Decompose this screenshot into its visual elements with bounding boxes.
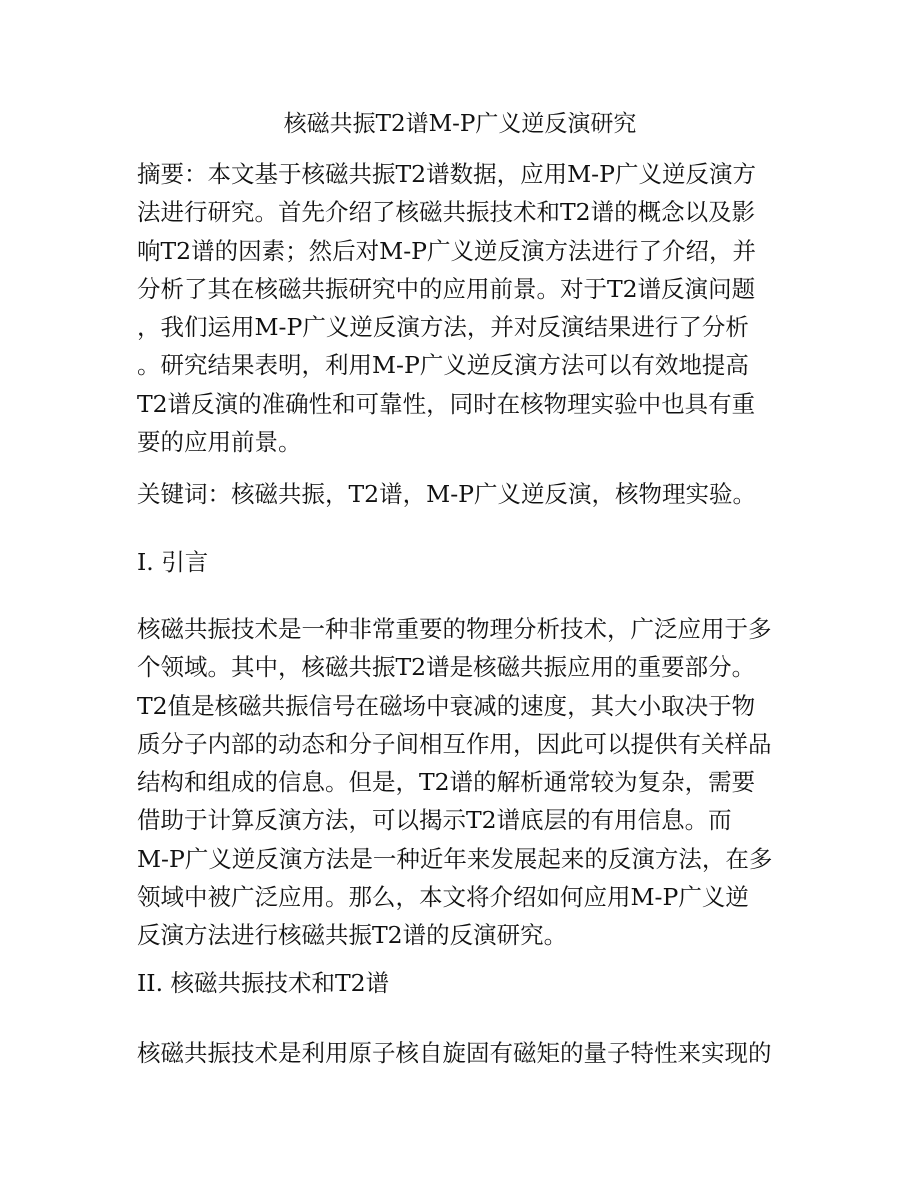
abstract-line: 法进行研究。首先介绍了核磁共振技术和T2谱的概念以及影 bbox=[137, 198, 756, 227]
abstract-line: T2谱反演的准确性和可靠性，同时在核物理实验中也具有重 bbox=[137, 389, 756, 418]
paragraph-line: 借助于计算反演方法，可以揭示T2谱底层的有用信息。而 bbox=[137, 806, 732, 835]
paragraph-line: 结构和组成的信息。但是，T2谱的解析通常较为复杂，需要 bbox=[137, 768, 756, 797]
paragraph-line: 个领域。其中，核磁共振T2谱是核磁共振应用的重要部分。 bbox=[137, 653, 756, 682]
paragraph-line: 核磁共振技术是利用原子核自旋固有磁矩的量子特性来实现的 bbox=[137, 1039, 772, 1067]
abstract-line: 分析了其在核磁共振研究中的应用前景。对于T2谱反演问题 bbox=[137, 274, 756, 303]
paragraph-line: M-P广义逆反演方法是一种近年来发展起来的反演方法，在多 bbox=[137, 844, 773, 873]
abstract-line: ，我们运用M-P广义逆反演方法，并对反演结果进行了分析 bbox=[137, 313, 749, 342]
keywords-line: 关键词：核磁共振，T2谱，M-P广义逆反演，核物理实验。 bbox=[137, 480, 756, 508]
paragraph-line: 质分子内部的动态和分子间相互作用，因此可以提供有关样品 bbox=[137, 729, 772, 758]
section-heading-introduction: I. 引言 bbox=[137, 548, 209, 576]
introduction-paragraph bbox=[137, 610, 797, 955]
abstract-paragraph bbox=[137, 155, 797, 461]
section-heading-nmr-t2: II. 核磁共振技术和T2谱 bbox=[137, 969, 390, 997]
paragraph-line: T2值是核磁共振信号在磁场中衰减的速度，其大小取决于物 bbox=[137, 691, 756, 720]
paragraph-line: 领域中被广泛应用。那么，本文将介绍如何应用M-P广义逆 bbox=[137, 883, 749, 912]
abstract-line: 。研究结果表明，利用M-P广义逆反演方法可以有效地提高 bbox=[137, 351, 749, 380]
abstract-line: 要的应用前景。 bbox=[137, 428, 302, 457]
paragraph-line: 核磁共振技术是一种非常重要的物理分析技术，广泛应用于多 bbox=[137, 615, 772, 643]
keywords-paragraph bbox=[137, 475, 797, 513]
abstract-line: 摘要：本文基于核磁共振T2谱数据，应用M-P广义逆反演方 bbox=[137, 160, 756, 188]
section2-paragraph bbox=[137, 1034, 797, 1072]
paragraph-line: 反演方法进行核磁共振T2谱的反演研究。 bbox=[137, 921, 568, 950]
abstract-line: 响T2谱的因素；然后对M-P广义逆反演方法进行了介绍，并 bbox=[137, 236, 756, 265]
document-title: 核磁共振T2谱M-P广义逆反演研究 bbox=[283, 111, 637, 137]
